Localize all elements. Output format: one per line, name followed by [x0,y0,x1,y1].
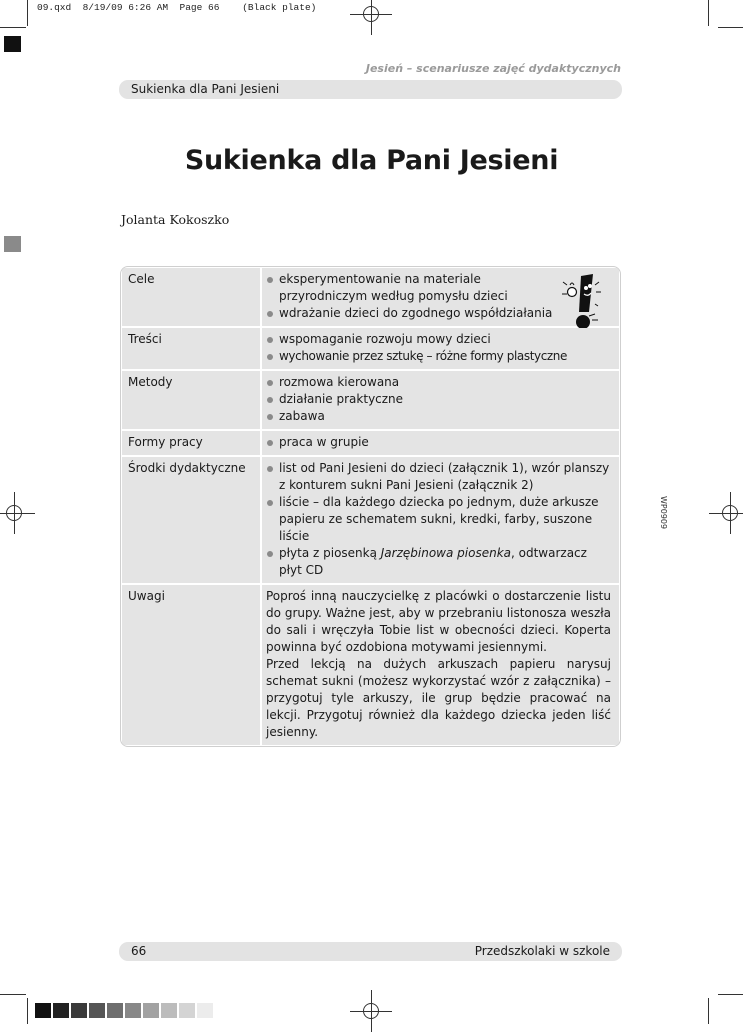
crop-mark [708,998,709,1024]
table-row-notes [122,585,619,745]
list-item: rozmowa kierowana [266,374,613,391]
table-row-teaching-aids [122,457,619,583]
color-swatch [125,1003,141,1018]
color-swatch [107,1003,123,1018]
list-item: wspomaganie rozwoju mowy dzieci [266,331,613,348]
gray-square-mark [4,236,21,252]
row-content [262,431,619,455]
row-label: Metody [122,371,260,429]
table-row-content [122,328,619,369]
row-label: Uwagi [122,585,260,745]
item-text: , odtwarzacz płyt CD [279,546,587,577]
item-text: płyta z piosenką [279,546,381,560]
note-paragraph: Poproś inną nauczycielkę z placówki o dostarczenie listu do grupy. Ważne jest, aby w przebraniu listonosza weszła do sali i wręczyła Tobie list w obecności dzieci. Koperta powinna być ozdobiona motywami jesiennymi. [266,589,611,654]
color-swatch [197,1003,213,1018]
lesson-plan-table [120,266,621,747]
section-label: Sukienka dla Pani Jesieni [119,80,622,99]
list-item: wychowanie przez sztukę – różne formy plastyczne [266,348,613,365]
registration-mark-icon [722,505,738,521]
table-row-goals [122,268,619,326]
list-item: list od Pani Jesieni do dzieci (załącznik 1), wzór planszy z konturem sukni Pani Jesieni (załącznik 2) [266,460,613,494]
row-content [262,585,619,745]
crop-mark [0,27,26,28]
color-swatch [89,1003,105,1018]
crop-mark [718,994,743,995]
crop-mark [708,0,709,26]
crop-mark [0,994,26,995]
list-item: eksperymentowanie na materiale przyrodniczym według pomysłu dzieci [266,271,557,305]
row-label: Środki dydaktyczne [122,457,260,583]
black-square-mark [4,36,21,52]
publication-name: Przedszkolaki w szkole [474,944,610,958]
page-number: 66 [131,944,147,958]
color-swatch [71,1003,87,1018]
color-swatch [35,1003,51,1018]
crop-mark [27,998,28,1024]
color-swatch [161,1003,177,1018]
row-content [262,268,619,326]
registration-mark-icon [363,1003,379,1019]
note-paragraph: Przed lekcją na dużych arkuszach papieru narysuj schemat sukni (możesz wykorzystać wzór z załącznika) – przygotuj tyle arkuszy, ile grup będzie pracować na lekcji. Przygotuj również dla każdego dziecka jeden liść jesienny. [266,657,611,739]
table-row-work-forms [122,431,619,455]
list-item: praca w grupie [266,434,613,451]
color-swatch [143,1003,159,1018]
color-swatch [179,1003,195,1018]
row-content [262,328,619,369]
page-title: Sukienka dla Pani Jesieni [184,145,559,176]
color-calibration-strip [35,1003,215,1018]
exclamation-mascot-icon [559,272,609,334]
list-item [266,545,613,579]
row-label: Formy pracy [122,431,260,455]
crop-mark [718,27,743,28]
footer-bar [119,942,622,961]
row-label: Cele [122,268,260,326]
song-title: Jarzębinowa piosenka [380,546,511,560]
author: Jolanta Kokoszko [121,212,230,227]
list-item: wdrażanie dzieci do zgodnego współdziałania [266,305,557,322]
list-item: zabawa [266,408,613,425]
list-item: liście – dla każdego dziecka po jednym, duże arkusze papieru ze schematem sukni, kredki, farby, suszone liście [266,494,613,545]
print-slug: 09.qxd 8/19/09 6:26 AM Page 66 (Black plate) [37,2,317,13]
row-content [262,371,619,429]
registration-mark-icon [6,505,22,521]
registration-mark-icon [363,6,379,22]
color-swatch [53,1003,69,1018]
crop-mark [27,0,28,26]
row-label: Treści [122,328,260,369]
side-code: WP0909 [659,496,668,530]
table-row-methods [122,371,619,429]
row-content [262,457,619,583]
list-item: działanie praktyczne [266,391,613,408]
running-head: Jesień – scenariusze zajęć dydaktycznych [365,62,621,75]
